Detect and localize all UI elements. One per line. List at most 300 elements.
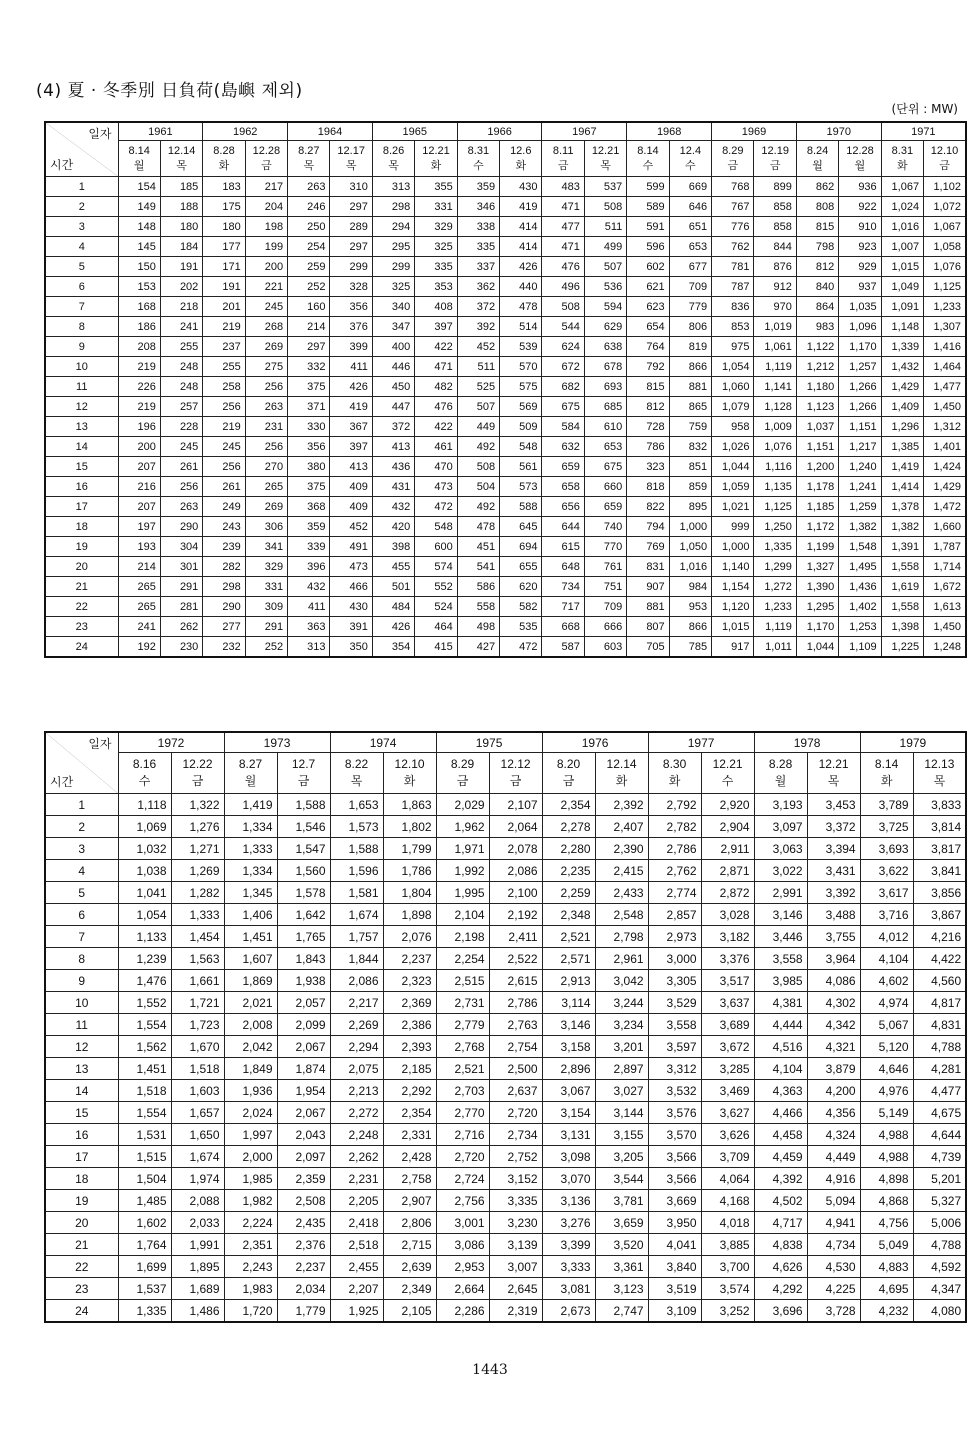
- load-value-cell: 4,324: [807, 1124, 860, 1146]
- load-value-cell: 1,170: [839, 337, 881, 357]
- load-value-cell: 5,067: [860, 1014, 913, 1036]
- weekday-label: 목: [345, 159, 357, 172]
- load-value-cell: 254: [288, 237, 330, 257]
- load-value-cell: 243: [203, 517, 245, 537]
- load-value-cell: 1,250: [754, 517, 796, 537]
- load-value-cell: 832: [669, 437, 711, 457]
- load-value-cell: 466: [330, 577, 372, 597]
- load-value-cell: 339: [288, 537, 330, 557]
- load-value-cell: 770: [584, 537, 626, 557]
- load-value-cell: 1,476: [118, 970, 171, 992]
- load-value-cell: 184: [160, 237, 202, 257]
- load-value-cell: 548: [500, 437, 542, 457]
- load-value-cell: 2,435: [277, 1212, 330, 1234]
- load-value-cell: 1,060: [712, 377, 754, 397]
- load-value-cell: 3,566: [648, 1168, 701, 1190]
- load-value-cell: 537: [584, 177, 626, 197]
- load-value-cell: 4,292: [754, 1278, 807, 1300]
- load-value-cell: 1,554: [118, 1102, 171, 1124]
- load-value-cell: 471: [542, 197, 584, 217]
- load-value-cell: 761: [584, 557, 626, 577]
- load-value-cell: 160: [288, 297, 330, 317]
- table-row: [45, 537, 966, 557]
- load-value-cell: 610: [584, 417, 626, 437]
- hour-cell: 14: [45, 437, 118, 457]
- table-row: [45, 357, 966, 377]
- load-value-cell: 2,088: [171, 1190, 224, 1212]
- load-value-cell: 1,464: [924, 357, 966, 377]
- load-value-cell: 899: [754, 177, 796, 197]
- load-value-cell: 858: [754, 197, 796, 217]
- load-value-cell: 1,239: [118, 948, 171, 970]
- load-value-cell: 4,281: [913, 1058, 966, 1080]
- load-value-cell: 1,504: [118, 1168, 171, 1190]
- load-value-cell: 4,695: [860, 1278, 913, 1300]
- load-value-cell: 3,520: [595, 1234, 648, 1256]
- load-value-cell: 539: [500, 337, 542, 357]
- load-value-cell: 207: [118, 457, 160, 477]
- load-value-cell: 356: [330, 297, 372, 317]
- load-value-cell: 668: [542, 617, 584, 637]
- load-value-cell: 204: [245, 197, 287, 217]
- date-header-cell: [860, 753, 913, 794]
- load-value-cell: 2,386: [383, 1014, 436, 1036]
- date-header-cell: [881, 141, 923, 177]
- load-value-cell: 1,689: [171, 1278, 224, 1300]
- load-value-cell: 335: [457, 237, 499, 257]
- load-value-cell: 298: [372, 197, 414, 217]
- load-value-cell: 4,449: [807, 1146, 860, 1168]
- load-value-cell: 4,086: [807, 970, 860, 992]
- load-value-cell: 337: [457, 257, 499, 277]
- load-value-cell: 5,006: [913, 1212, 966, 1234]
- load-value-cell: 175: [203, 197, 245, 217]
- date-header-cell: [203, 141, 245, 177]
- load-value-cell: 895: [669, 497, 711, 517]
- load-value-cell: 2,292: [383, 1080, 436, 1102]
- date-header-cell: [436, 753, 489, 794]
- year-header: 1972: [118, 732, 224, 753]
- load-value-cell: 1,672: [924, 577, 966, 597]
- load-value-cell: 2,991: [754, 882, 807, 904]
- load-value-cell: 769: [627, 537, 669, 557]
- load-value-cell: 2,774: [648, 882, 701, 904]
- date-header-cell: [224, 753, 277, 794]
- load-value-cell: 2,008: [224, 1014, 277, 1036]
- load-value-cell: 3,597: [648, 1036, 701, 1058]
- load-value-cell: 4,459: [754, 1146, 807, 1168]
- load-value-cell: 1,997: [224, 1124, 277, 1146]
- corner-label-hour: 시간: [50, 775, 74, 789]
- load-value-cell: 1,515: [118, 1146, 171, 1168]
- load-value-cell: 2,000: [224, 1146, 277, 1168]
- date-label: 8.27: [238, 757, 263, 771]
- load-value-cell: 2,720: [489, 1102, 542, 1124]
- load-value-cell: 265: [245, 477, 287, 497]
- load-value-cell: 866: [669, 357, 711, 377]
- load-value-cell: 1,451: [224, 926, 277, 948]
- load-value-cell: 3,617: [860, 882, 913, 904]
- load-value-cell: 1,849: [224, 1058, 277, 1080]
- load-value-cell: 257: [160, 397, 202, 417]
- load-value-cell: 764: [627, 337, 669, 357]
- load-value-cell: 256: [203, 397, 245, 417]
- load-value-cell: 1,333: [224, 838, 277, 860]
- load-value-cell: 2,021: [224, 992, 277, 1014]
- load-value-cell: 1,007: [881, 237, 923, 257]
- load-value-cell: 970: [754, 297, 796, 317]
- load-value-cell: 306: [245, 517, 287, 537]
- load-value-cell: 478: [500, 297, 542, 317]
- hour-cell: 5: [45, 882, 118, 904]
- load-value-cell: 1,757: [330, 926, 383, 948]
- load-value-cell: 4,381: [754, 992, 807, 1014]
- load-value-cell: 2,207: [330, 1278, 383, 1300]
- load-value-cell: 923: [839, 237, 881, 257]
- load-value-cell: 507: [584, 257, 626, 277]
- table-row: [45, 1036, 966, 1058]
- load-value-cell: 231: [245, 417, 287, 437]
- load-value-cell: 1,128: [754, 397, 796, 417]
- load-value-cell: 1,312: [924, 417, 966, 437]
- load-value-cell: 1,151: [796, 437, 838, 457]
- load-value-cell: 2,703: [436, 1080, 489, 1102]
- load-value-cell: 241: [118, 617, 160, 637]
- year-header: 1966: [457, 122, 542, 141]
- table-row: [45, 557, 966, 577]
- load-value-cell: 375: [288, 377, 330, 397]
- weekday-label: 수: [138, 774, 151, 788]
- weekday-label: 금: [456, 774, 469, 788]
- date-label: 12.12: [500, 757, 531, 771]
- load-value-cell: 1,024: [881, 197, 923, 217]
- date-header-cell: [457, 141, 499, 177]
- hour-cell: 8: [45, 317, 118, 337]
- load-value-cell: 413: [330, 457, 372, 477]
- load-value-cell: 582: [500, 597, 542, 617]
- load-value-cell: 329: [415, 217, 457, 237]
- load-value-cell: 3,627: [701, 1102, 754, 1124]
- load-value-cell: 907: [627, 577, 669, 597]
- weekday-label: 목: [176, 159, 187, 172]
- load-value-cell: 1,122: [796, 337, 838, 357]
- load-value-cell: 2,731: [436, 992, 489, 1014]
- hour-cell: 2: [45, 816, 118, 838]
- load-value-cell: 865: [669, 397, 711, 417]
- load-value-cell: 781: [712, 257, 754, 277]
- load-value-cell: 5,120: [860, 1036, 913, 1058]
- load-value-cell: 734: [542, 577, 584, 597]
- load-value-cell: 432: [288, 577, 330, 597]
- load-value-cell: 4,734: [807, 1234, 860, 1256]
- weekday-label: 금: [297, 774, 310, 788]
- load-value-cell: 1,021: [712, 497, 754, 517]
- load-value-cell: 4,739: [913, 1146, 966, 1168]
- load-value-cell: 659: [584, 497, 626, 517]
- load-value-cell: 4,168: [701, 1190, 754, 1212]
- load-value-cell: 3,372: [807, 816, 860, 838]
- table-row: [45, 948, 966, 970]
- load-value-cell: 794: [627, 517, 669, 537]
- load-value-cell: 1,096: [839, 317, 881, 337]
- load-value-cell: 455: [372, 557, 414, 577]
- load-value-cell: 2,294: [330, 1036, 383, 1058]
- load-value-cell: 1,269: [171, 860, 224, 882]
- load-value-cell: 3,305: [648, 970, 701, 992]
- load-value-cell: 464: [415, 617, 457, 637]
- load-value-cell: 338: [457, 217, 499, 237]
- year-header: 1977: [648, 732, 754, 753]
- load-value-cell: 4,838: [754, 1234, 807, 1256]
- load-value-cell: 1,607: [224, 948, 277, 970]
- load-value-cell: 1,212: [796, 357, 838, 377]
- date-header-cell: [160, 141, 202, 177]
- load-value-cell: 558: [457, 597, 499, 617]
- load-value-cell: 1,619: [881, 577, 923, 597]
- weekday-label: 월: [854, 159, 866, 172]
- load-value-cell: 484: [372, 597, 414, 617]
- load-value-cell: 3,086: [436, 1234, 489, 1256]
- load-value-cell: 4,392: [754, 1168, 807, 1190]
- load-value-cell: 596: [627, 237, 669, 257]
- load-value-cell: 446: [372, 357, 414, 377]
- load-value-cell: 2,351: [224, 1234, 277, 1256]
- load-value-cell: 188: [160, 197, 202, 217]
- date-header-cell: [372, 141, 414, 177]
- page-number: 1443: [472, 1362, 508, 1378]
- load-value-cell: 2,390: [595, 838, 648, 860]
- load-value-cell: 397: [415, 317, 457, 337]
- load-value-cell: 648: [542, 557, 584, 577]
- load-value-cell: 4,530: [807, 1256, 860, 1278]
- weekday-label: 화: [615, 774, 628, 788]
- load-value-cell: 1,109: [839, 637, 881, 658]
- load-value-cell: 391: [330, 617, 372, 637]
- load-value-cell: 325: [415, 237, 457, 257]
- load-value-cell: 1,035: [839, 297, 881, 317]
- load-value-cell: 638: [584, 337, 626, 357]
- daily-load-table-1961-1971: [44, 121, 967, 658]
- load-value-cell: 375: [288, 477, 330, 497]
- table-row: [45, 1278, 966, 1300]
- load-value-cell: 2,911: [701, 838, 754, 860]
- load-value-cell: 1,581: [330, 882, 383, 904]
- load-value-cell: 4,988: [860, 1146, 913, 1168]
- date-label: 8.20: [556, 757, 581, 771]
- hour-cell: 7: [45, 926, 118, 948]
- load-value-cell: 4,831: [913, 1014, 966, 1036]
- load-value-cell: 2,237: [383, 948, 436, 970]
- load-value-cell: 525: [457, 377, 499, 397]
- load-value-cell: 491: [330, 537, 372, 557]
- load-value-cell: 3,867: [913, 904, 966, 926]
- weekday-label: 목: [933, 774, 946, 788]
- load-value-cell: 815: [627, 377, 669, 397]
- load-value-cell: 186: [118, 317, 160, 337]
- load-value-cell: 514: [500, 317, 542, 337]
- date-label: 8.22: [344, 757, 369, 771]
- load-value-cell: 1,982: [224, 1190, 277, 1212]
- load-value-cell: 4,592: [913, 1256, 966, 1278]
- load-value-cell: 586: [457, 577, 499, 597]
- load-value-cell: 937: [839, 277, 881, 297]
- load-value-cell: 1,991: [171, 1234, 224, 1256]
- load-value-cell: 1,518: [171, 1058, 224, 1080]
- load-value-cell: 1,067: [881, 177, 923, 197]
- load-value-cell: 1,000: [712, 537, 754, 557]
- load-value-cell: 815: [796, 217, 838, 237]
- load-value-cell: 3,158: [542, 1036, 595, 1058]
- hour-cell: 10: [45, 992, 118, 1014]
- load-value-cell: 1,059: [712, 477, 754, 497]
- load-value-cell: 2,664: [436, 1278, 489, 1300]
- table-row: [45, 794, 966, 816]
- load-value-cell: 569: [500, 397, 542, 417]
- load-value-cell: 281: [160, 597, 202, 617]
- load-value-cell: 452: [330, 517, 372, 537]
- load-value-cell: 672: [542, 357, 584, 377]
- load-value-cell: 4,347: [913, 1278, 966, 1300]
- date-header-cell: [595, 753, 648, 794]
- load-value-cell: 2,770: [436, 1102, 489, 1124]
- load-value-cell: 420: [372, 517, 414, 537]
- load-value-cell: 1,472: [924, 497, 966, 517]
- load-value-cell: 1,016: [881, 217, 923, 237]
- load-value-cell: 762: [712, 237, 754, 257]
- load-value-cell: 4,104: [754, 1058, 807, 1080]
- load-value-cell: 936: [839, 177, 881, 197]
- date-header-cell: [118, 141, 160, 177]
- load-value-cell: 3,154: [542, 1102, 595, 1124]
- load-value-cell: 2,057: [277, 992, 330, 1014]
- load-value-cell: 153: [118, 277, 160, 297]
- load-value-cell: 347: [372, 317, 414, 337]
- load-value-cell: 600: [415, 537, 457, 557]
- weekday-label: 목: [303, 159, 315, 172]
- load-value-cell: 1,333: [171, 904, 224, 926]
- load-value-cell: 561: [500, 457, 542, 477]
- load-value-cell: 3,453: [807, 794, 860, 816]
- load-value-cell: 858: [754, 217, 796, 237]
- date-header-cell: [807, 753, 860, 794]
- load-value-cell: 2,286: [436, 1300, 489, 1323]
- load-value-cell: 1,699: [118, 1256, 171, 1278]
- load-value-cell: 4,756: [860, 1212, 913, 1234]
- load-value-cell: 191: [203, 277, 245, 297]
- load-value-cell: 275: [245, 357, 287, 377]
- table-row: [45, 177, 966, 197]
- load-value-cell: 261: [160, 457, 202, 477]
- load-value-cell: 498: [457, 617, 499, 637]
- load-value-cell: 461: [415, 437, 457, 457]
- load-value-cell: 3,517: [701, 970, 754, 992]
- load-value-cell: 1,026: [712, 437, 754, 457]
- load-value-cell: 1,334: [224, 816, 277, 838]
- load-value-cell: 350: [330, 637, 372, 658]
- load-value-cell: 2,224: [224, 1212, 277, 1234]
- load-value-cell: 3,392: [807, 882, 860, 904]
- load-value-cell: 473: [330, 557, 372, 577]
- load-value-cell: 3,000: [648, 948, 701, 970]
- load-value-cell: 335: [415, 257, 457, 277]
- load-value-cell: 353: [415, 277, 457, 297]
- year-header: 1979: [860, 732, 966, 753]
- load-value-cell: 1,178: [796, 477, 838, 497]
- load-value-cell: 3,544: [595, 1168, 648, 1190]
- load-value-cell: 4,104: [860, 948, 913, 970]
- load-value-cell: 573: [500, 477, 542, 497]
- load-value-cell: 3,985: [754, 970, 807, 992]
- load-value-cell: 419: [500, 197, 542, 217]
- load-value-cell: 787: [712, 277, 754, 297]
- year-header: 1961: [118, 122, 203, 141]
- load-value-cell: 2,548: [595, 904, 648, 926]
- load-value-cell: 3,001: [436, 1212, 489, 1234]
- load-value-cell: 3,123: [595, 1278, 648, 1300]
- load-value-cell: 958: [712, 417, 754, 437]
- load-value-cell: 524: [415, 597, 457, 617]
- load-value-cell: 354: [372, 637, 414, 658]
- hour-cell: 11: [45, 1014, 118, 1036]
- load-value-cell: 309: [245, 597, 287, 617]
- load-value-cell: 2,213: [330, 1080, 383, 1102]
- table-row: [45, 477, 966, 497]
- load-value-cell: 290: [203, 597, 245, 617]
- hour-cell: 16: [45, 477, 118, 497]
- load-value-cell: 508: [457, 457, 499, 477]
- load-value-cell: 183: [203, 177, 245, 197]
- load-value-cell: 470: [415, 457, 457, 477]
- load-value-cell: 1,272: [754, 577, 796, 597]
- table-row: [45, 1212, 966, 1234]
- load-value-cell: 1,657: [171, 1102, 224, 1124]
- date-header-cell: [924, 141, 966, 177]
- load-value-cell: 1,518: [118, 1080, 171, 1102]
- load-value-cell: 603: [584, 637, 626, 658]
- load-value-cell: 269: [245, 337, 287, 357]
- load-value-cell: 1,962: [436, 816, 489, 838]
- load-value-cell: 3,469: [701, 1080, 754, 1102]
- load-value-cell: 2,786: [648, 838, 701, 860]
- load-value-cell: 840: [796, 277, 838, 297]
- hour-cell: 12: [45, 1036, 118, 1058]
- load-value-cell: 984: [669, 577, 711, 597]
- load-value-cell: 2,067: [277, 1036, 330, 1058]
- corner-header: [45, 732, 118, 794]
- load-value-cell: 245: [245, 297, 287, 317]
- load-value-cell: 372: [457, 297, 499, 317]
- load-value-cell: 1,613: [924, 597, 966, 617]
- load-value-cell: 866: [669, 617, 711, 637]
- load-value-cell: 1,869: [224, 970, 277, 992]
- load-value-cell: 252: [288, 277, 330, 297]
- load-value-cell: 1,416: [924, 337, 966, 357]
- date-label: 12.21: [422, 144, 450, 157]
- load-value-cell: 751: [584, 577, 626, 597]
- hour-cell: 19: [45, 537, 118, 557]
- load-value-cell: 1,558: [881, 557, 923, 577]
- load-value-cell: 2,428: [383, 1146, 436, 1168]
- hour-cell: 21: [45, 577, 118, 597]
- load-value-cell: 1,406: [224, 904, 277, 926]
- load-value-cell: 1,429: [881, 377, 923, 397]
- date-label: 8.27: [298, 144, 320, 157]
- load-value-cell: 1,044: [796, 637, 838, 658]
- load-value-cell: 3,529: [648, 992, 701, 1014]
- load-value-cell: 304: [160, 537, 202, 557]
- load-value-cell: 3,152: [489, 1168, 542, 1190]
- weekday-label: 금: [769, 159, 781, 172]
